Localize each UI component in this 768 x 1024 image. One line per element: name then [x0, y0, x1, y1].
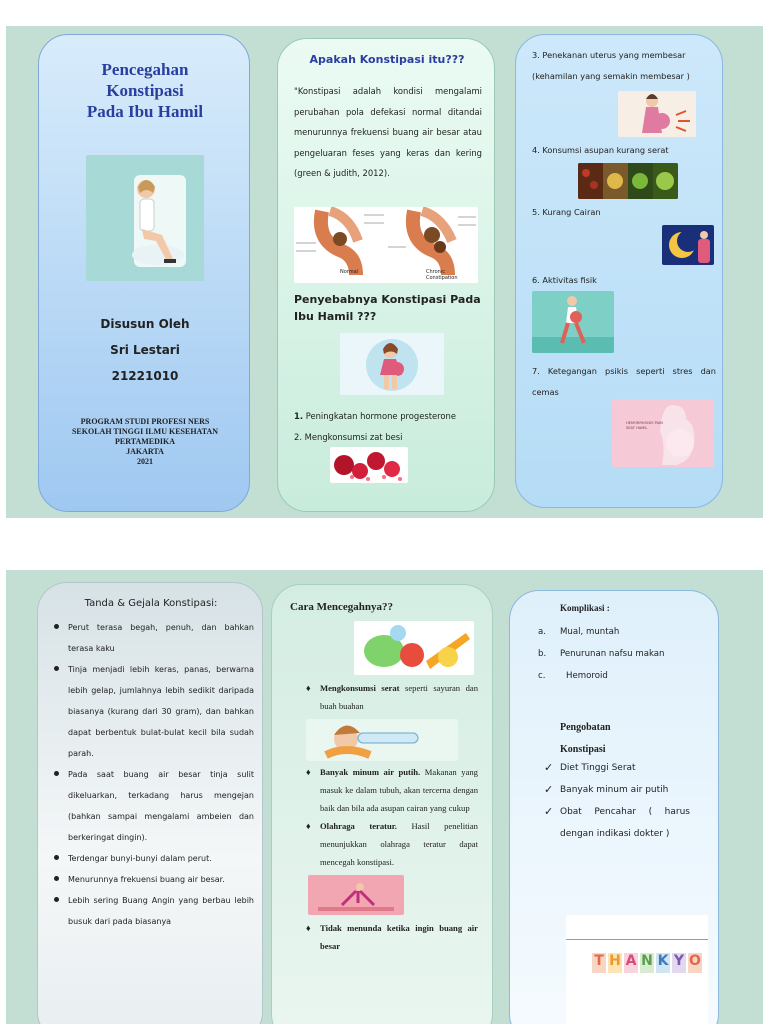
treatment-heading-line: Konstipasi	[560, 744, 606, 755]
brochure-inside	[6, 570, 763, 1024]
thank-you-letter: Y	[672, 953, 686, 973]
cause-number: 2.	[294, 432, 302, 442]
institution-line: PROGRAM STUDI PROFESI NERS	[80, 417, 210, 426]
poster-text: HEMORRHOIDS PAIN SEAT HAMIL	[626, 421, 663, 430]
definition-text: "Konstipasi adalah kondisi mengalami perubahan pola defekasi normal ditandai menurunnya frekuensi buang air besar atau pengeluaran feses yang keras dan kering (green & judith, 2012).	[294, 86, 482, 178]
thank-you-letter: N	[640, 953, 654, 973]
complications-heading: Komplikasi :	[560, 603, 610, 613]
symptom-item: Terdengar bunyi-bunyi dalam perut.	[52, 848, 254, 869]
drinking-water-image	[306, 719, 458, 761]
author-id: 21221010	[111, 369, 179, 383]
symptoms-heading: Tanda & Gejala Konstipasi:	[84, 598, 218, 609]
night-sleep-image	[662, 225, 714, 265]
thank-you-letter: A	[624, 953, 638, 973]
pregnant-stress-image	[612, 399, 714, 467]
pomegranate-image	[330, 447, 408, 483]
cause-number: 4.	[532, 145, 540, 155]
prevention-item-title: Olahraga teratur.	[320, 821, 397, 831]
author-block	[39, 311, 250, 389]
treatment-item: ✓ Obat Pencahar ( harus dengan indikasi dokter )	[544, 801, 690, 845]
institution-block	[39, 417, 250, 467]
cause-text: Aktivitas fisik	[542, 275, 597, 285]
thank-you-image	[566, 915, 708, 1024]
cause-text: Konsumsi asupan kurang serat	[542, 145, 669, 155]
fruit-vegetable-image	[354, 621, 474, 675]
author-name: Sri Lestari	[110, 343, 180, 357]
thank-you-letter: H	[608, 953, 622, 973]
prevention-heading: Cara Mencegahnya??	[290, 601, 393, 613]
cover-panel	[38, 34, 250, 512]
cover-title-line: Pencegahan	[101, 60, 189, 79]
cover-title-line: Pada Ibu Hamil	[86, 102, 204, 121]
cause-item	[294, 432, 490, 442]
cause-number: 5.	[532, 207, 540, 217]
prevention-item	[306, 763, 478, 817]
symptom-item: Lebih sering Buang Angin yang berbau lebih busuk dari pada biasanya	[52, 890, 254, 932]
cause-number: 6.	[532, 275, 540, 285]
diagram-label-chronic: Chronic Constipation	[426, 269, 458, 281]
prevention-item-title: Banyak minum air putih.	[320, 767, 421, 777]
symptoms-panel	[37, 582, 263, 1024]
symptom-item: Tinja menjadi lebih keras, panas, berwarna lebih gelap, jumlahnya lebih sedikit daripada biasanya (kurang dari 30 gram), dan bahkan dapat berbentuk bulat-bulat kecil bila sudah parah.	[52, 659, 254, 764]
institution-line: PERTAMEDIKA	[114, 437, 175, 446]
toilet-woman-illustration	[86, 155, 204, 281]
complication-item	[538, 665, 716, 687]
symptom-item: Perut terasa begah, penuh, dan bahkan terasa kaku	[52, 617, 254, 659]
prevention-item	[306, 817, 478, 871]
pregnant-back-pain-image	[618, 91, 696, 137]
thank-you-letter: K	[656, 953, 670, 973]
cause-item	[294, 411, 490, 421]
cause-text: Ketegangan psikis seperti stres dan cemas	[532, 366, 716, 397]
treatment-item: ✓ Diet Tinggi Serat	[544, 757, 690, 779]
definition-heading: Apakah Konstipasi itu???	[309, 53, 465, 66]
complication-marker: a.	[538, 627, 546, 637]
cause-text: Peningkatan hormone progesterone	[305, 411, 457, 421]
cause-number: 1.	[294, 411, 304, 421]
yoga-exercise-image	[308, 875, 404, 915]
symptom-item: Menurunnya frekuensi buang air besar.	[52, 869, 254, 890]
fiber-food-image	[578, 163, 678, 199]
complications-list	[538, 621, 716, 687]
complications-panel	[509, 590, 719, 1024]
author-label: Disusun Oleh	[100, 317, 190, 331]
cause-item	[532, 275, 718, 285]
institution-line: JAKARTA	[126, 447, 164, 456]
definition-panel	[277, 38, 495, 512]
complication-item	[538, 621, 716, 643]
cause-text: Mengkonsumsi zat besi	[304, 432, 403, 442]
prevention-item-title: Tidak menunda ketika ingin buang air besar	[320, 923, 478, 951]
diagram-label-normal: Normal	[340, 269, 359, 275]
thank-you-letter: O	[688, 953, 702, 973]
cause-item	[532, 207, 718, 217]
symptom-item: Pada saat buang air besar tinja sulit dikeluarkan, terkadang harus mengejan (bahkan sampai mengalami ambeien dan berkeringat dingin).	[52, 764, 254, 848]
prevention-item	[306, 919, 478, 955]
pregnant-sitting-illustration	[340, 333, 444, 395]
complication-text: Penurunan nafsu makan	[560, 649, 665, 659]
complication-marker: b.	[538, 649, 547, 659]
complication-item	[538, 643, 716, 665]
cover-title	[39, 59, 250, 122]
treatment-heading	[560, 717, 611, 761]
colon-diagram	[294, 207, 478, 283]
cause-number: 7.	[532, 366, 540, 376]
prevention-item-text: seperti sayuran dan buah buahan	[320, 683, 478, 711]
prevention-item-text: Hasil penelitian menunjukkan olahraga teratur dapat mencegah konstipasi.	[320, 821, 478, 867]
cause-text: Kurang Cairan	[542, 207, 601, 217]
cause-item	[532, 145, 718, 155]
cause-number: 3.	[532, 50, 540, 60]
prevention-list	[306, 679, 478, 955]
complication-marker: c.	[538, 671, 546, 681]
cause-item	[532, 45, 718, 87]
walking-woman-image	[532, 291, 614, 353]
institution-line: SEKOLAH TINGGI ILMU KESEHATAN	[71, 427, 219, 436]
cause-item	[532, 361, 716, 403]
causes-heading: Penyebabnya Konstipasi Pada Ibu Hamil ???	[294, 293, 481, 323]
symptoms-list	[52, 617, 254, 932]
cause-text: Penekanan uterus yang membesar (kehamilan yang semakin membesar )	[532, 50, 690, 81]
thank-you-letter: T	[592, 953, 606, 973]
prevention-item-title: Mengkonsumsi serat	[320, 683, 400, 693]
treatment-item: ✓ Banyak minum air putih	[544, 779, 690, 801]
cover-title-line: Konstipasi	[106, 81, 184, 100]
treatment-heading-line: Pengobatan	[560, 722, 611, 733]
complication-text: Hemoroid	[566, 671, 608, 681]
brochure-outside	[6, 26, 763, 518]
prevention-item-text: Makanan yang masuk ke dalam tubuh, akan tercerna dengan baik dan bila ada asupan cairan yang cukup	[320, 767, 478, 813]
prevention-panel	[271, 584, 493, 1024]
treatment-list	[544, 757, 690, 845]
complication-text: Mual, muntah	[560, 627, 620, 637]
prevention-item	[306, 679, 478, 715]
causes-continued-panel	[515, 34, 723, 508]
institution-line: 2021	[137, 457, 153, 466]
